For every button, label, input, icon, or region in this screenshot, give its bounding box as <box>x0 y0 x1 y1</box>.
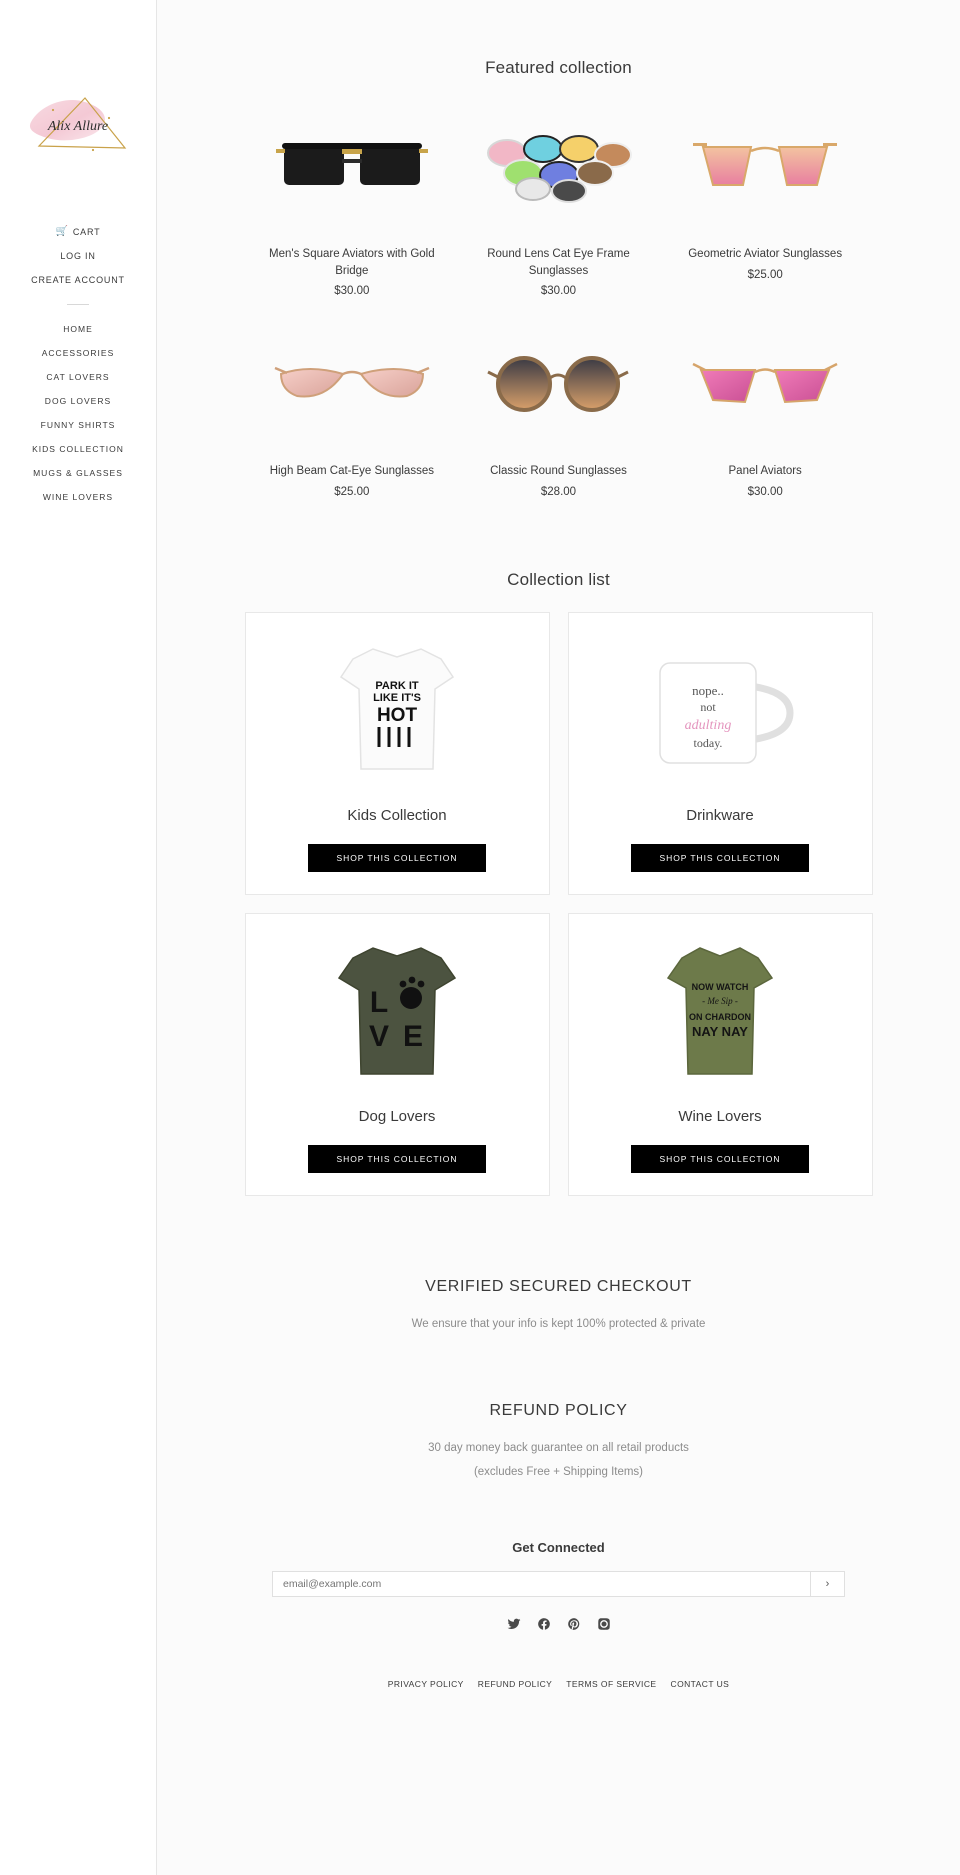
product-price: $30.00 <box>334 285 370 298</box>
sidebar-item-login[interactable]: LOG IN <box>60 251 96 261</box>
svg-text:today.: today. <box>693 735 723 750</box>
collection-card[interactable] <box>568 913 873 1196</box>
newsletter-form <box>272 1571 845 1597</box>
product-title: Round Lens Cat Eye Frame Sunglasses <box>487 248 630 277</box>
collection-image <box>260 629 535 791</box>
kids-tshirt-image <box>307 633 487 788</box>
main-content <box>157 0 960 1875</box>
sidebar-divider <box>67 304 89 305</box>
secure-checkout-heading: VERIFIED SECURED CHECKOUT <box>425 1278 692 1296</box>
refund-policy-text-secondary: (excludes Free + Shipping Items) <box>473 1466 644 1479</box>
svg-text:HOT: HOT <box>376 704 418 726</box>
newsletter-submit-button[interactable]: › <box>810 1572 844 1596</box>
featured-products-grid <box>219 78 899 512</box>
dog-lovers-tshirt-image <box>307 934 487 1089</box>
sidebar-item-wine-lovers[interactable]: WINE LOVERS <box>42 492 114 502</box>
product-title: Panel Aviators <box>728 465 802 478</box>
collection-card[interactable] <box>568 612 873 895</box>
sidebar-item-cart[interactable] <box>0 220 156 244</box>
product-title: Men's Square Aviators with Gold Bridge <box>269 248 435 277</box>
collection-list-title: Collection list <box>507 570 610 590</box>
sidebar-item-kids-collection[interactable]: KIDS COLLECTION <box>32 444 124 454</box>
product-image <box>461 321 656 449</box>
shop-collection-button[interactable]: SHOP THIS COLLECTION <box>631 1145 809 1173</box>
product-card[interactable] <box>249 321 456 512</box>
collection-image <box>260 930 535 1092</box>
product-price: $30.00 <box>747 486 783 499</box>
sidebar-item-funny-shirts[interactable]: FUNNY SHIRTS <box>40 420 116 430</box>
svg-text:NAY NAY: NAY NAY <box>692 1023 748 1039</box>
newsletter-email-input[interactable] <box>273 1572 810 1596</box>
round-cat-eye-sunglasses-image <box>473 113 643 223</box>
svg-text:nope..: nope.. <box>692 682 724 698</box>
svg-text:E: E <box>402 1019 424 1053</box>
account-nav <box>0 220 156 292</box>
product-card[interactable] <box>249 104 456 311</box>
svg-text:adulting: adulting <box>684 717 732 733</box>
wine-lovers-tshirt-image <box>630 934 810 1089</box>
sidebar-item-home[interactable]: HOME <box>63 324 93 334</box>
featured-collection-title: Featured collection <box>485 58 632 77</box>
product-image <box>255 321 450 449</box>
sidebar-item-cat-lovers[interactable]: CAT LOVERS <box>46 372 110 382</box>
sidebar-item-create-account[interactable]: CREATE ACCOUNT <box>31 275 125 285</box>
svg-text:L: L <box>369 985 389 1019</box>
svg-text:NOW WATCH: NOW WATCH <box>691 981 749 992</box>
sidebar <box>0 0 157 1875</box>
product-card[interactable] <box>455 104 662 311</box>
classic-round-sunglasses-image <box>478 330 638 440</box>
site-logo[interactable] <box>23 88 133 168</box>
sidebar-item-label-cart: CART <box>72 227 101 237</box>
product-image <box>668 321 863 449</box>
panel-aviators-image <box>685 330 845 440</box>
product-title: Geometric Aviator Sunglasses <box>688 248 843 260</box>
sidebar-item-mugs-glasses[interactable]: MUGS & GLASSES <box>33 468 123 478</box>
product-image <box>668 104 863 232</box>
footer-link-privacy-policy[interactable]: PRIVACY POLICY <box>387 1679 464 1690</box>
product-price: $28.00 <box>540 486 577 499</box>
facebook-icon[interactable] <box>537 1617 551 1631</box>
collection-name: Drinkware <box>686 807 754 825</box>
shop-collection-button[interactable]: SHOP THIS COLLECTION <box>308 844 486 872</box>
instagram-icon[interactable] <box>597 1617 611 1631</box>
product-card[interactable] <box>455 321 662 512</box>
main-nav <box>0 317 156 509</box>
svg-text:LIKE IT'S: LIKE IT'S <box>373 691 421 704</box>
product-card[interactable] <box>662 104 869 311</box>
mug-image <box>630 633 810 788</box>
collection-list-grid <box>209 590 909 1196</box>
collection-name: Wine Lovers <box>678 1108 762 1126</box>
product-price: $25.00 <box>334 486 370 499</box>
high-beam-cat-eye-sunglasses-image <box>267 330 437 440</box>
product-image <box>255 104 450 232</box>
svg-text:V: V <box>368 1019 390 1053</box>
pinterest-icon[interactable] <box>567 1617 581 1631</box>
sidebar-item-accessories[interactable]: ACCESSORIES <box>41 348 115 358</box>
product-title: High Beam Cat-Eye Sunglasses <box>269 465 434 478</box>
product-card[interactable] <box>662 321 869 512</box>
product-image <box>461 104 656 232</box>
footer-link-refund-policy[interactable]: REFUND POLICY <box>477 1679 553 1690</box>
collection-name: Dog Lovers <box>358 1108 436 1126</box>
footer <box>157 1631 960 1717</box>
cart-icon: 🛒 <box>55 226 69 237</box>
sidebar-item-dog-lovers[interactable]: DOG LOVERS <box>44 396 112 406</box>
geometric-aviator-sunglasses-image <box>685 113 845 223</box>
product-title: Classic Round Sunglasses <box>490 465 627 478</box>
svg-text:- Me Sip -: - Me Sip - <box>702 995 738 1006</box>
collection-card[interactable] <box>245 913 550 1196</box>
shop-collection-button[interactable]: SHOP THIS COLLECTION <box>308 1145 486 1173</box>
secure-checkout-text: We ensure that your info is kept 100% protected & private <box>411 1318 706 1331</box>
footer-link-contact-us[interactable]: CONTACT US <box>670 1679 730 1690</box>
svg-text:not: not <box>700 699 716 714</box>
collection-image <box>583 629 858 791</box>
secure-checkout-section <box>157 1196 960 1330</box>
twitter-icon[interactable] <box>507 1617 521 1631</box>
refund-policy-text: 30 day money back guarantee on all retail products <box>428 1442 689 1455</box>
collection-name: Kids Collection <box>347 807 447 825</box>
collection-card[interactable] <box>245 612 550 895</box>
svg-text:Alix Allure: Alix Allure <box>47 119 109 134</box>
social-links <box>157 1617 960 1631</box>
newsletter-section <box>157 1478 960 1631</box>
product-price: $25.00 <box>747 268 783 281</box>
newsletter-title: Get Connected <box>512 1540 605 1556</box>
footer-link-terms-of-service[interactable]: TERMS OF SERVICE <box>566 1679 657 1690</box>
refund-policy-heading: REFUND POLICY <box>489 1402 628 1420</box>
collection-image <box>583 930 858 1092</box>
shop-collection-button[interactable]: SHOP THIS COLLECTION <box>631 844 809 872</box>
square-aviator-sunglasses-image <box>272 113 432 223</box>
svg-text:ON CHARDON: ON CHARDON <box>689 1011 751 1022</box>
logo-graphic <box>23 88 133 168</box>
product-price: $30.00 <box>540 285 577 298</box>
svg-text:PARK IT: PARK IT <box>375 679 419 692</box>
refund-policy-section <box>157 1330 960 1478</box>
